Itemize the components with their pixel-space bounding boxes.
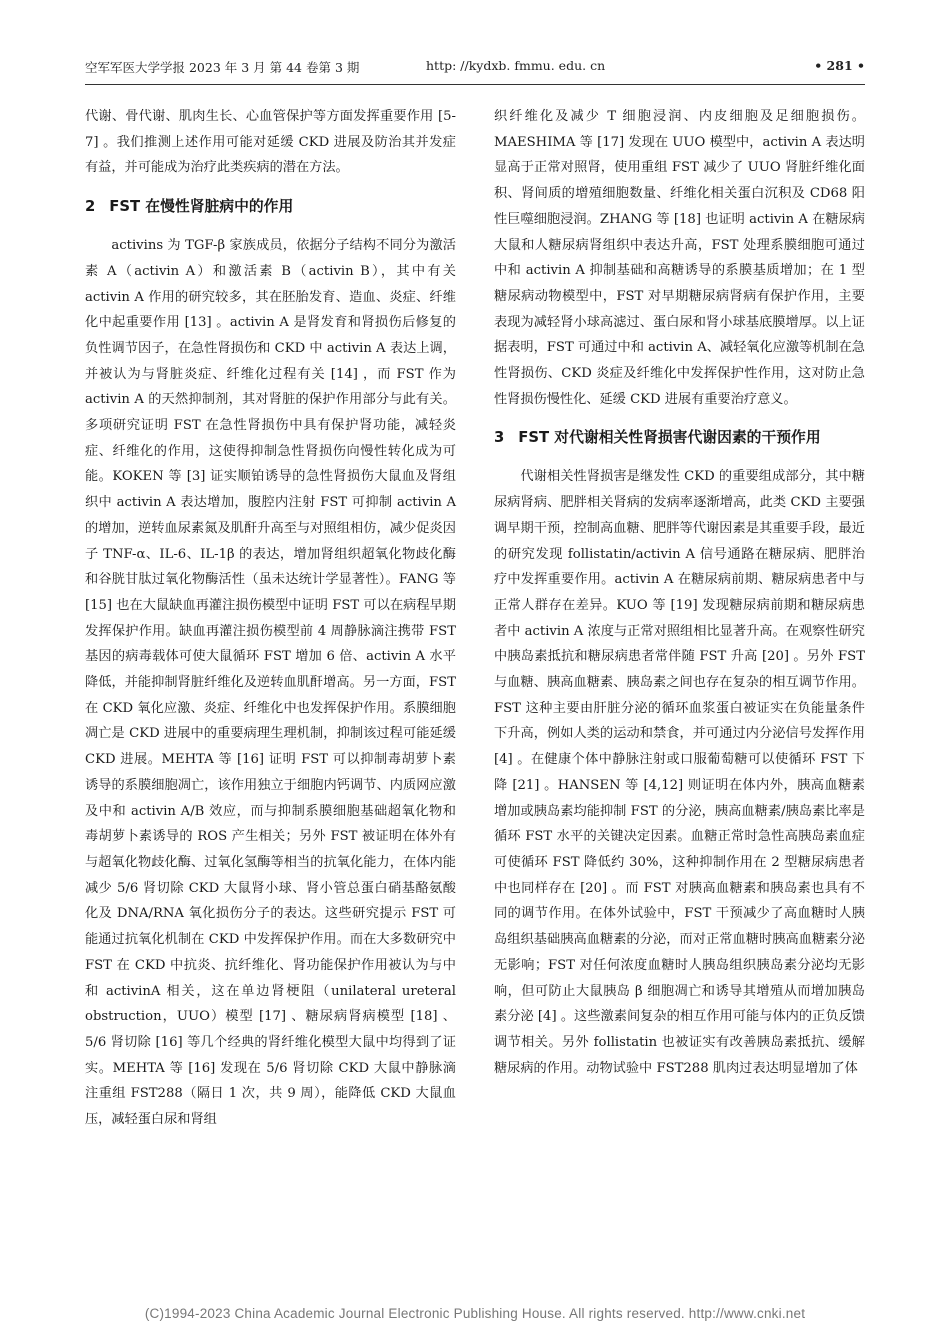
section-3-heading <box>494 426 865 450</box>
section-3-body: 代谢相关性肾损害是继发性 CKD 的重要组成部分，其中糖尿病肾病、肥胖相关肾病的发病率逐渐增高，此类 CKD 主要强调早期干预，控制高血糖、肥胖等代谢因素是其重要手段，最近的研究发现 follistatin/activin A 信号通路在糖尿病、肥胖治疗中发挥重要作用。activin A 在糖尿病前期、糖尿病患者中与正常人群存在差异。KUO 等 [19] 发现糖尿病前期和糖尿病患者中 activin A 浓度与正常对照组相比显著升高。在观察性研究中胰岛素抵抗和糖尿病患者常伴随 FST 升高 [20] 。另外 FST 与血糖、胰高血糖素、胰岛素之间也存在复杂的相互调节作用。FST 这种主要由肝脏分泌的循环血浆蛋白被证实在负能量条件下升高，例如人类的运动和禁食，并可通过内分泌信号发挥作用 [4] 。在健康个体中静脉注射或口服葡萄糖可以使循环 FST 下降 [21] 。HANSEN 等 [4,12] 则证明在体内外，胰高血糖素增加或胰岛素均能抑制 FST 的分泌，胰高血糖素/胰岛素比率是循环 FST 水平的关键决定因素。血糖正常时急性高胰岛素血症可使循环 FST 降低约 30%，这种抑制作用在 2 型糖尿病患者中也同样存在 [20] 。而 FST 对胰高血糖素和胰岛素也具有不同的调节作用。在体外试验中，FST 干预减少了高血糖时人胰岛组织基础胰高血糖素的分泌，而对正常血糖时胰高血糖素分泌无影响；FST 对任何浓度血糖时人胰岛组织胰岛素分泌均无影响，但可防止大鼠胰岛 β 细胞凋亡和诱导其增殖从而增加胰岛素分泌 [4] 。这些激素间复杂的相互作用可能与体内的正负反馈调节相关。另外 follistatin 也被证实有改善胰岛素抵抗、缓解糖尿病的作用。动物试验中 FST288 肌肉过表达明显增加了体 <box>494 469 865 1076</box>
header-rule <box>85 84 865 85</box>
copyright-footer: (C)1994-2023 China Academic Journal Electronic Publishing House. All rights reserved. http://www.cnki.net <box>144 1306 806 1321</box>
section-2-body: activins 为 TGF-β 家族成员，依据分子结构不同分为激活素 A（activin A）和激活素 B（activin B），其中有关 activin A 作用的研究较多，其在胚胎发育、造血、炎症、纤维化中起重要作用 [13] 。activin A 是肾发育和肾损伤后修复的负性调节因子，在急性肾损伤和 CKD 中 activin A 表达上调，并被认为与肾脏炎症、纤维化过程有关 [14] ，而 FST 作为 activin A 的天然抑制剂，其对肾脏的保护作用部分与此有关。多项研究证明 FST 在急性肾损伤中具有保护肾功能，减轻炎症、纤维化的作用，这使得抑制急性肾损伤向慢性转化成为可能。KOKEN 等 [3] 证实顺铂诱导的急性肾损伤大鼠血及肾组织中 activin A 表达增加，腹腔内注射 FST 可抑制 activin A 的增加，逆转血尿素氮及肌酐升高至与对照组相仿，减少促炎因子 TNF-α、IL-6、IL-1β 的表达，增加肾组织超氧化物歧化酶和谷胱甘肽过氧化物酶活性（虽未达统计学显著性）。FANG 等 [15] 也在大鼠缺血再灌注损伤模型中证明 FST 可以在病程早期发挥保护作用。缺血再灌注损伤模型前 4 周静脉滴注携带 FST 基因的病毒载体可使大鼠循环 FST 增加 6 倍、activin A 水平降低，并能抑制肾脏纤维化及逆转血肌酐增高。另一方面，FST 在 CKD 氧化应激、炎症、纤维化中也发挥保护作用。系膜细胞凋亡是 CKD 进展中的重要病理生理机制，抑制该过程可能延缓 CKD 进展。MEHTA 等 [16] 证明 FST 可以抑制毒胡萝卜素诱导的系膜细胞凋亡，该作用独立于细胞内钙调节、内质网应激及中和 activin A/B 效应，而与抑制系膜细胞基础超氧化物和毒胡萝卜素诱导的 ROS 产生相关；另外 FST 被证明在体外有与超氧化物歧化酶、过氧化氢酶等相当的抗氧化能力，在体内能减少 5/6 肾切除 CKD 大鼠肾小球、肾小管总蛋白硝基酪氨酸化及 DNA/RNA 氧化损伤分子的表达。这些研究提示 FST 可能通过抗氧化机制在 CKD 中发挥保护作用。而在大多数研究中 FST 在 CKD 中抗炎、抗纤维化、肾功能保护作用被认为与中和 activinA 相关，这在单边肾梗阻（unilateral ureteral obstruction，UUO）模型 [17] 、糖尿病肾病模型 [18] 、5/6 肾切除 [16] 等几个经典的肾纤维化模型大鼠中均得到了证实。MEHTA 等 [16] 发现在 5/6 肾切除 CKD 大鼠中静脉滴注重组 FST288（隔日 1 次，共 9 周），能降低 CKD 大鼠血压，减轻蛋白尿和肾组 <box>85 238 456 1128</box>
section-2-heading <box>85 195 456 219</box>
intro-paragraph: 代谢、骨代谢、肌肉生长、心血管保护等方面发挥重要作用 [5-7] 。我们推测上述作用可能对延缓 CKD 进展及防治其并发症有益，并可能成为治疗此类疾病的潜在方法。 <box>85 109 456 176</box>
continued-paragraph: 织纤维化及减少 T 细胞浸润、内皮细胞及足细胞损伤。MAESHIMA 等 [17] 发现在 UUO 模型中，activin A 表达明显高于正常对照肾，使用重组 FST 减少了 UUO 肾脏纤维化面积、肾间质的增殖细胞数量、纤维化相关蛋白沉积及 CD68 阳性巨噬细胞浸润。ZHANG 等 [18] 也证明 activin A 在糖尿病大鼠和人糖尿病肾组织中表达升高，FST 处理系膜细胞可通过中和 activin A 抑制基础和高糖诱导的系膜基质增加；在 1 型糖尿病动物模型中，FST 对早期糖尿病肾病有保护作用，主要表现为减轻肾小球高滤过、蛋白尿和肾小球基底膜增厚。以上证据表明，FST 可通过中和 activin A、减轻氧化应激等机制在急性肾损伤、CKD 炎症及纤维化中发挥保护性作用，这对防止急性肾损伤慢性化、延缓 CKD 进展有重要治疗意义。 <box>494 109 865 407</box>
journal-info: 空军军医大学学报 2023 年 3 月 第 44 卷第 3 期 <box>85 60 360 75</box>
left-column <box>85 104 456 1133</box>
right-column <box>494 104 865 1081</box>
section-3-number: 3 <box>494 429 505 447</box>
section-3-title: FST 对代谢相关性肾损害代谢因素的干预作用 <box>518 429 821 447</box>
section-2-number: 2 <box>85 198 96 216</box>
section-2-title: FST 在慢性肾脏病中的作用 <box>109 198 294 216</box>
page-number: • 281 • <box>814 58 865 73</box>
journal-url: http: //kydxb. fmmu. edu. cn <box>426 58 606 73</box>
running-header <box>85 58 865 80</box>
